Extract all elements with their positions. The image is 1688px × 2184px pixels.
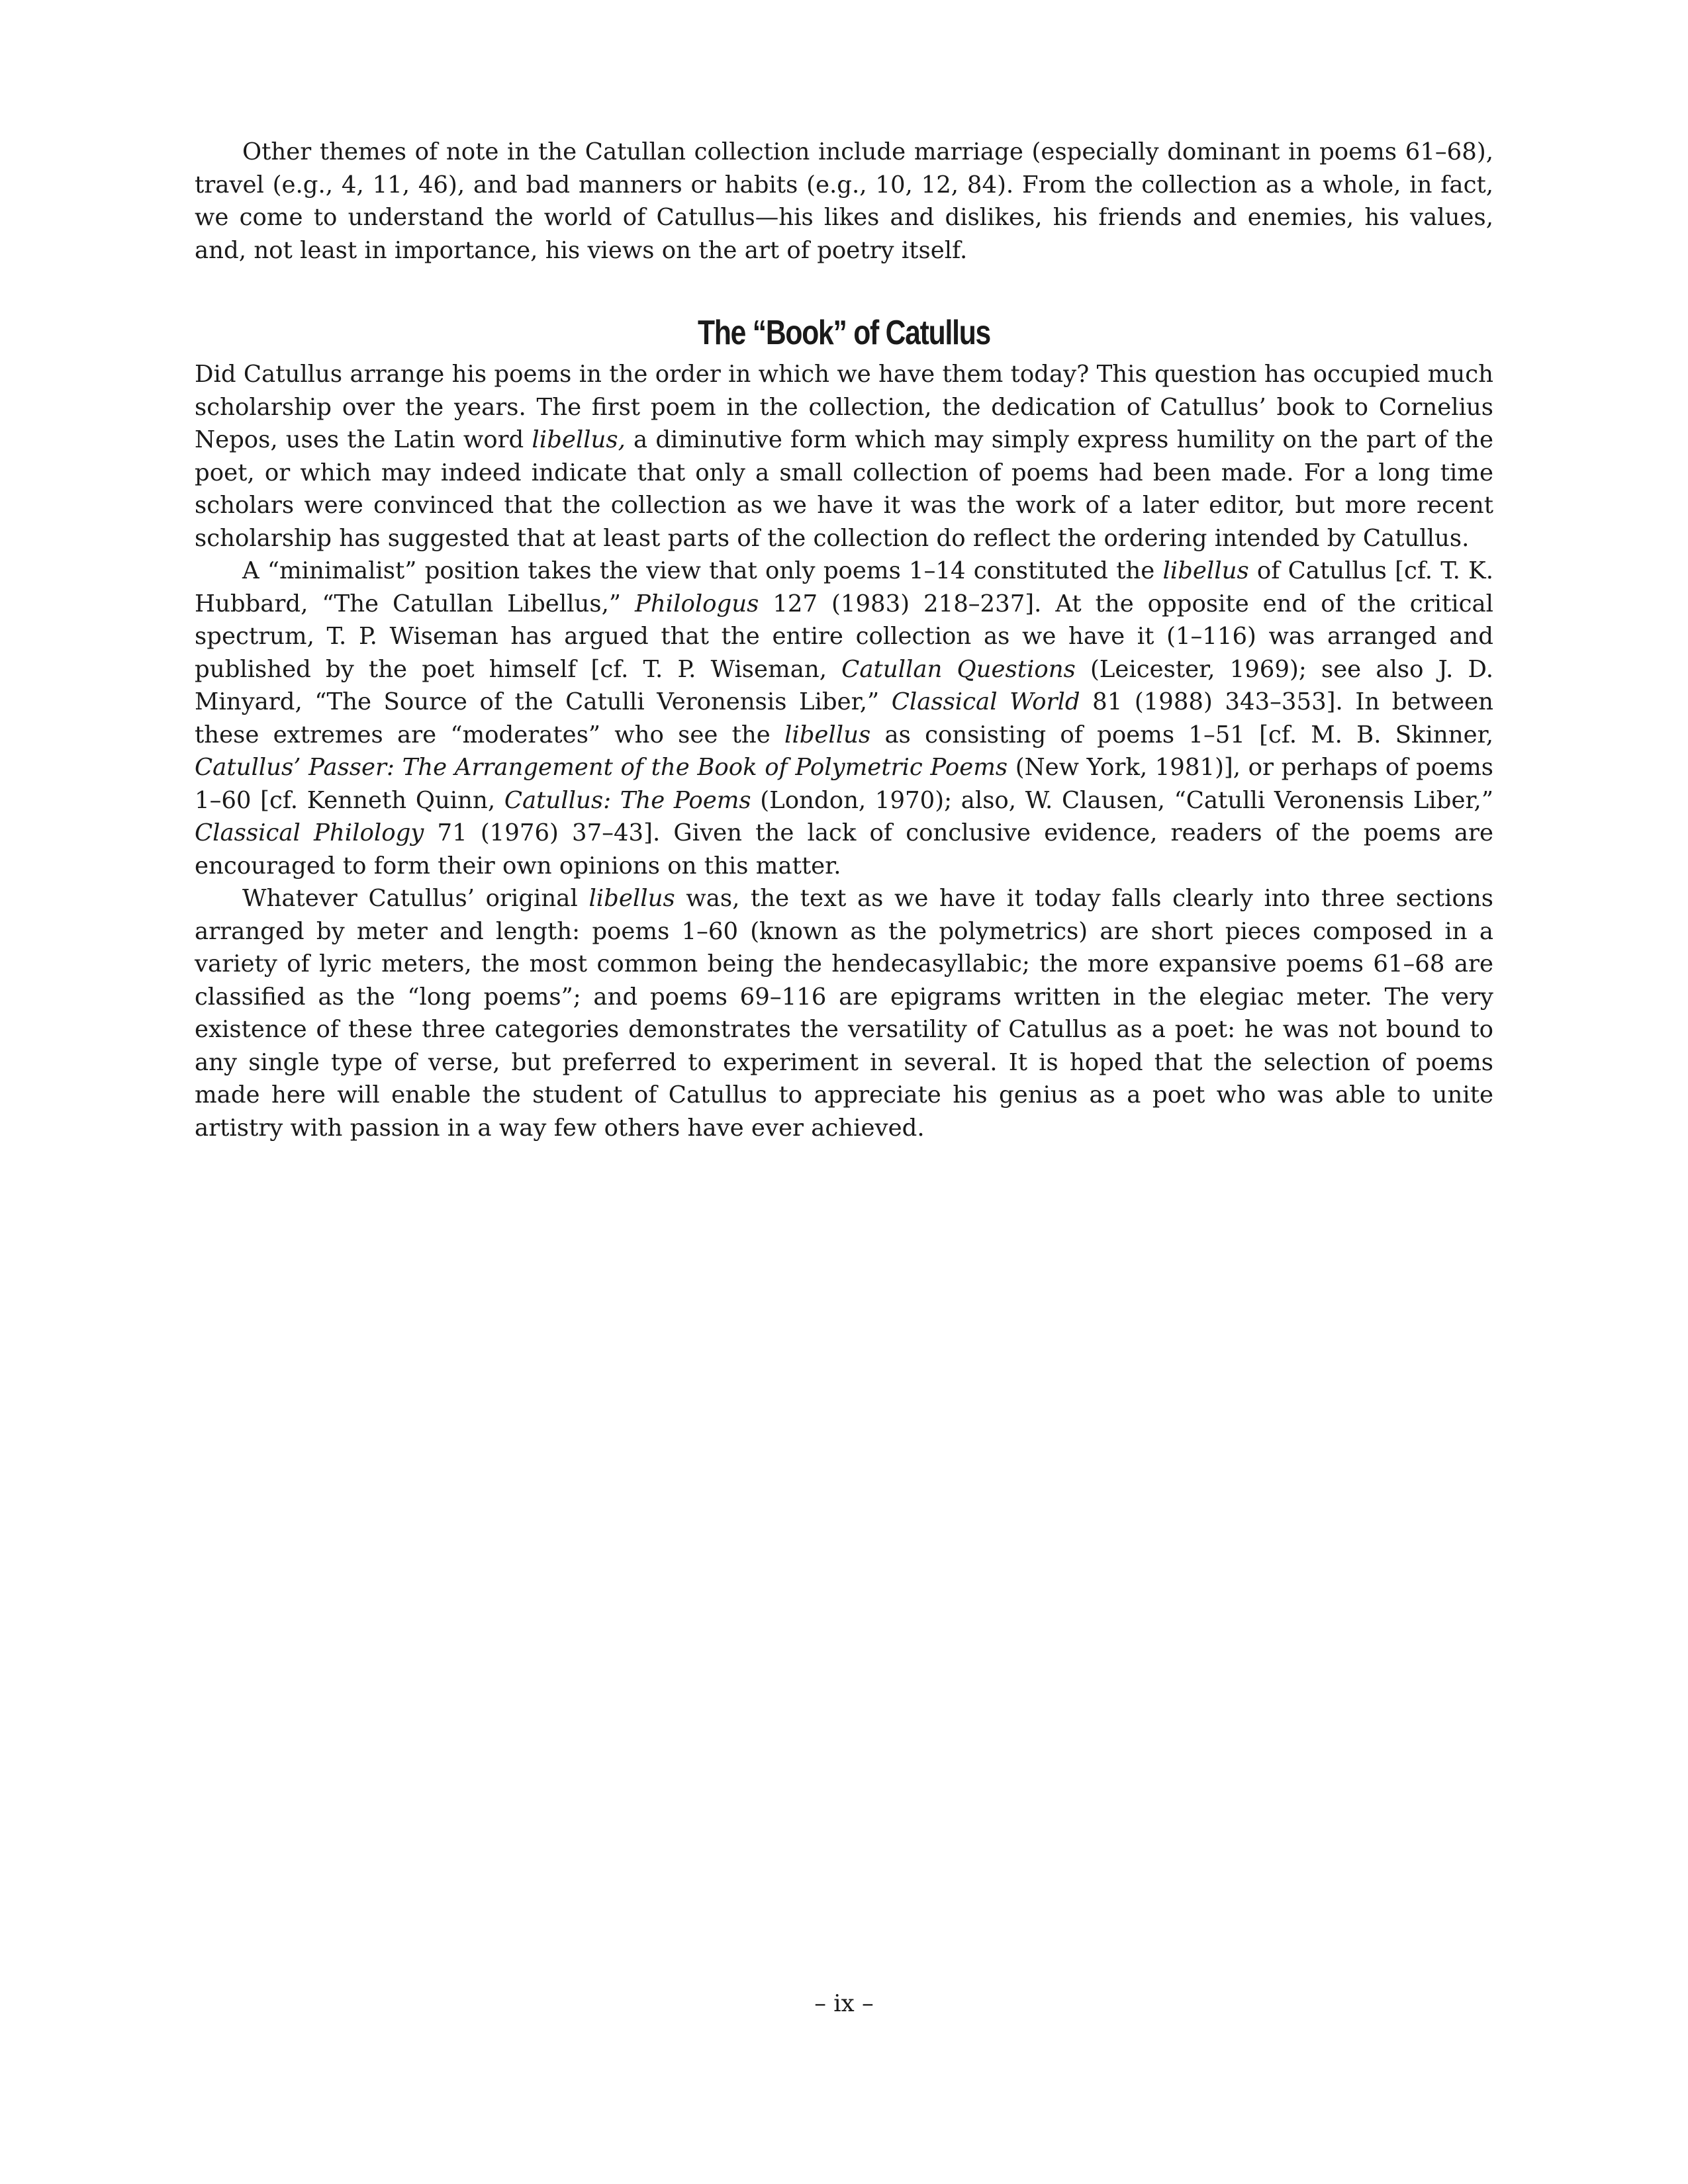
page-body [195, 136, 1493, 1144]
section-paragraph-3: Whatever Catullus’ original libellus was, the text as we have it today falls clearly into three sections arranged by meter and length: poems 1–60 (known as the polymetrics) are short pieces composed in a variety of lyric meters, the most common being the hendecasyllabic; the more expansive poems 61–68 are classified as the “long poems”; and poems 69–116 are epigrams written in the elegiac meter. The very existence of these three categories demonstrates the versatility of Catullus as a poet: he was not bound to any single type of verse, but preferred to experiment in several. It is hoped that the selection of poems made here will enable the student of Catullus to appreciate his genius as a poet who was able to unite artistry with passion in a way few others have ever achieved. [195, 885, 1493, 1142]
section-paragraph-2: A “minimalist” position takes the view that only poems 1–14 constituted the libellus of Catullus [cf. T. K. Hubbard, “The Catullan Libellus,” Philologus 127 (1983) 218–237]. At the opposite end of the critical spectrum, T. P. Wiseman has argued that the entire collection as we have it (1–116) was arranged and published by the poet himself [cf. T. P. Wiseman, Catullan Questions (Leicester, 1969); see also J. D. Minyard, “The Source of the Catulli Veronensis Liber,” Classical World 81 (1988) 343–353]. In between these extremes are “moderates” who see the libellus as consisting of poems 1–51 [cf. M. B. Skinner, Catullus’ Passer: The Arrangement of the Book of Polymetric Poems (New York, 1981)], or perhaps of poems 1–60 [cf. Kenneth Quinn, Catullus: The Poems (London, 1970); also, W. Clausen, “Catulli Veronensis Liber,” Classical Philology 71 (1976) 37–43]. Given the lack of conclusive evidence, readers of the poems are encouraged to form their own opinions on this matter. [195, 557, 1493, 880]
latin-term: libellus, [532, 426, 626, 453]
intro-paragraph: Other themes of note in the Catullan collection include marriage (especially dominant in poems 61–68), travel (e.g., 4, 11, 46), and bad manners or habits (e.g., 10, 12, 84). From the collection as a whole, in fact, we come to understand the world of Catullus—his likes and dislikes, his friends and enemies, his values, and, not least in importance, his views on the art of poetry itself. [195, 138, 1493, 264]
section-paragraph-1: Did Catullus arrange his poems in the order in which we have them today? This question has occupied much scholarship over the years. The first poem in the collection, the dedication of Catullus’ book to Cornelius Nepos, uses the Latin word libellus, a diminutive form which may simply express humility on the part of the poet, or which may indeed indicate that only a small collection of poems had been made. For a long time scholars were convinced that the collection as we have it was the work of a later editor, but more recent scholarship has suggested that at least parts of the collection do reflect the ordering intended by Catullus. [195, 361, 1493, 552]
page-number: – ix – [814, 1990, 874, 2017]
section-heading: The “Book” of Catullus [698, 314, 990, 352]
